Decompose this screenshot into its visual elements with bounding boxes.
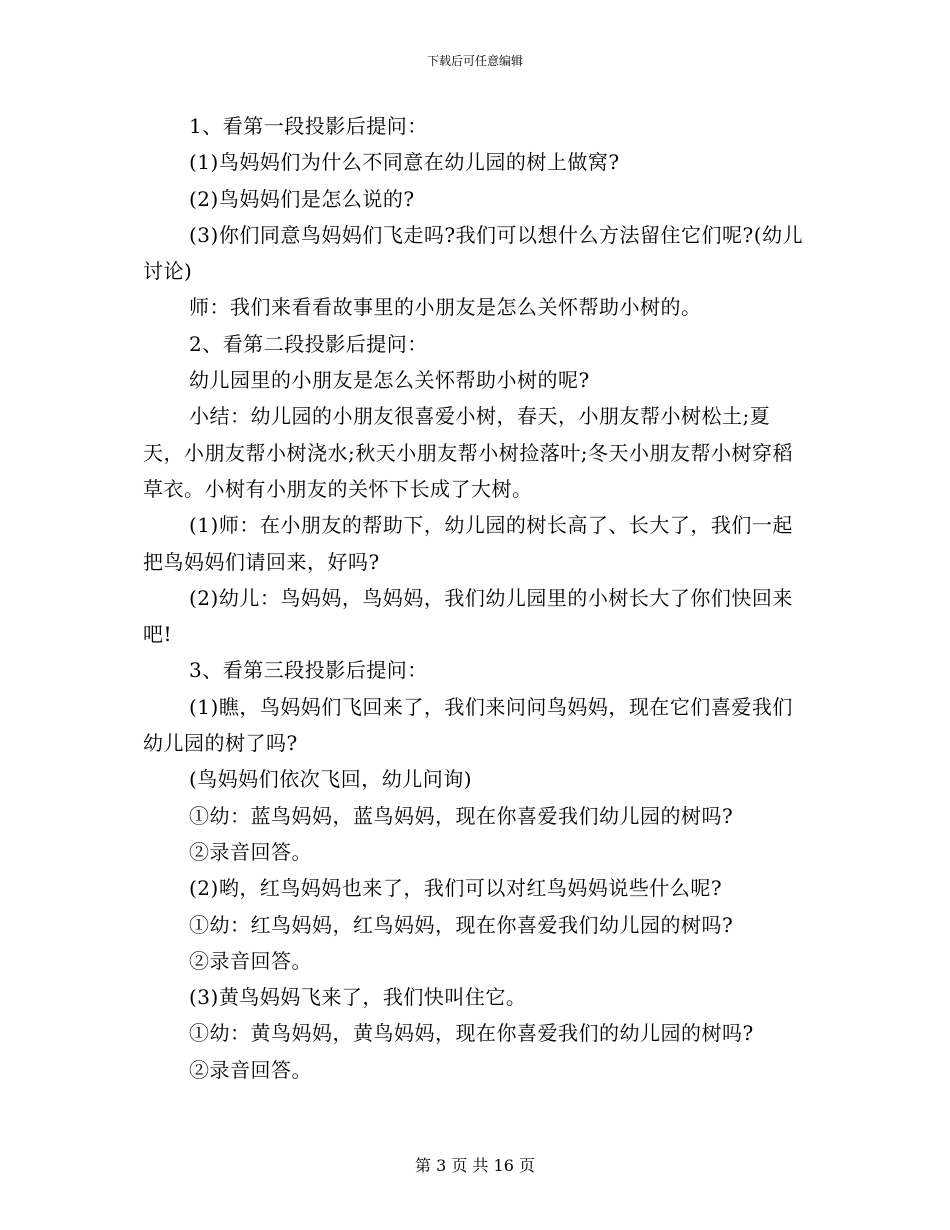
paragraph: (1)瞧，鸟妈妈们飞回来了，我们来问问鸟妈妈，现在它们喜爱我们幼儿园的树了吗?: [143, 694, 793, 756]
paragraph: ①幼：红鸟妈妈，红鸟妈妈，现在你喜爱我们幼儿园的树吗?: [189, 912, 734, 937]
paragraph: ②录音回答。: [189, 948, 312, 973]
document-body: [143, 108, 811, 1088]
paragraph: (鸟妈妈们依次飞回，幼儿问询): [189, 767, 473, 792]
paragraph: (2)哟，红鸟妈妈也来了，我们可以对红鸟妈妈说些什么呢?: [189, 876, 723, 901]
paragraph: (1)师：在小朋友的帮助下，幼儿园的树长高了、长大了，我们一起把鸟妈妈们请回来，好吗?: [143, 513, 793, 574]
paragraph: 3、看第三段投影后提问：: [189, 658, 428, 683]
paragraph: (2)幼儿：鸟妈妈，鸟妈妈，我们幼儿园里的小树长大了你们快回来吧!: [143, 585, 793, 647]
paragraph: ②录音回答。: [189, 1057, 312, 1082]
paragraph: ②录音回答。: [189, 839, 312, 864]
page-number-footer: 第 3 页 共 16 页: [415, 1156, 535, 1175]
paragraph: 1、看第一段投影后提问：: [189, 114, 428, 138]
paragraph: 2、看第二段投影后提问：: [189, 331, 428, 356]
paragraph: (3)你们同意鸟妈妈们飞走吗?我们可以想什么方法留住它们呢?(幼儿讨论): [143, 222, 804, 284]
paragraph: (1)鸟妈妈们为什么不同意在幼儿园的树上做窝?: [189, 150, 620, 175]
paragraph: 师：我们来看看故事里的小朋友是怎么关怀帮助小树的。: [189, 295, 702, 320]
paragraph: (2)鸟妈妈们是怎么说的?: [189, 186, 415, 211]
paragraph: 小结：幼儿园的小朋友很喜爱小树，春天，小朋友帮小树松土;夏天，小朋友帮小树浇水;秋天小朋友帮小树捡落叶;冬天小朋友帮小树穿稻草衣。小树有小朋友的关怀下长成了大树。: [143, 404, 793, 501]
paragraph: 幼儿园里的小朋友是怎么关怀帮助小树的呢?: [189, 368, 590, 393]
page-header-note: 下载后可任意编辑: [426, 54, 523, 68]
paragraph: (3)黄鸟妈妈飞来了，我们快叫住它。: [189, 985, 527, 1010]
paragraph: ①幼：黄鸟妈妈，黄鸟妈妈，现在你喜爱我们的幼儿园的树吗?: [189, 1021, 754, 1046]
paragraph: ①幼：蓝鸟妈妈，蓝鸟妈妈，现在你喜爱我们幼儿园的树吗?: [189, 803, 734, 828]
